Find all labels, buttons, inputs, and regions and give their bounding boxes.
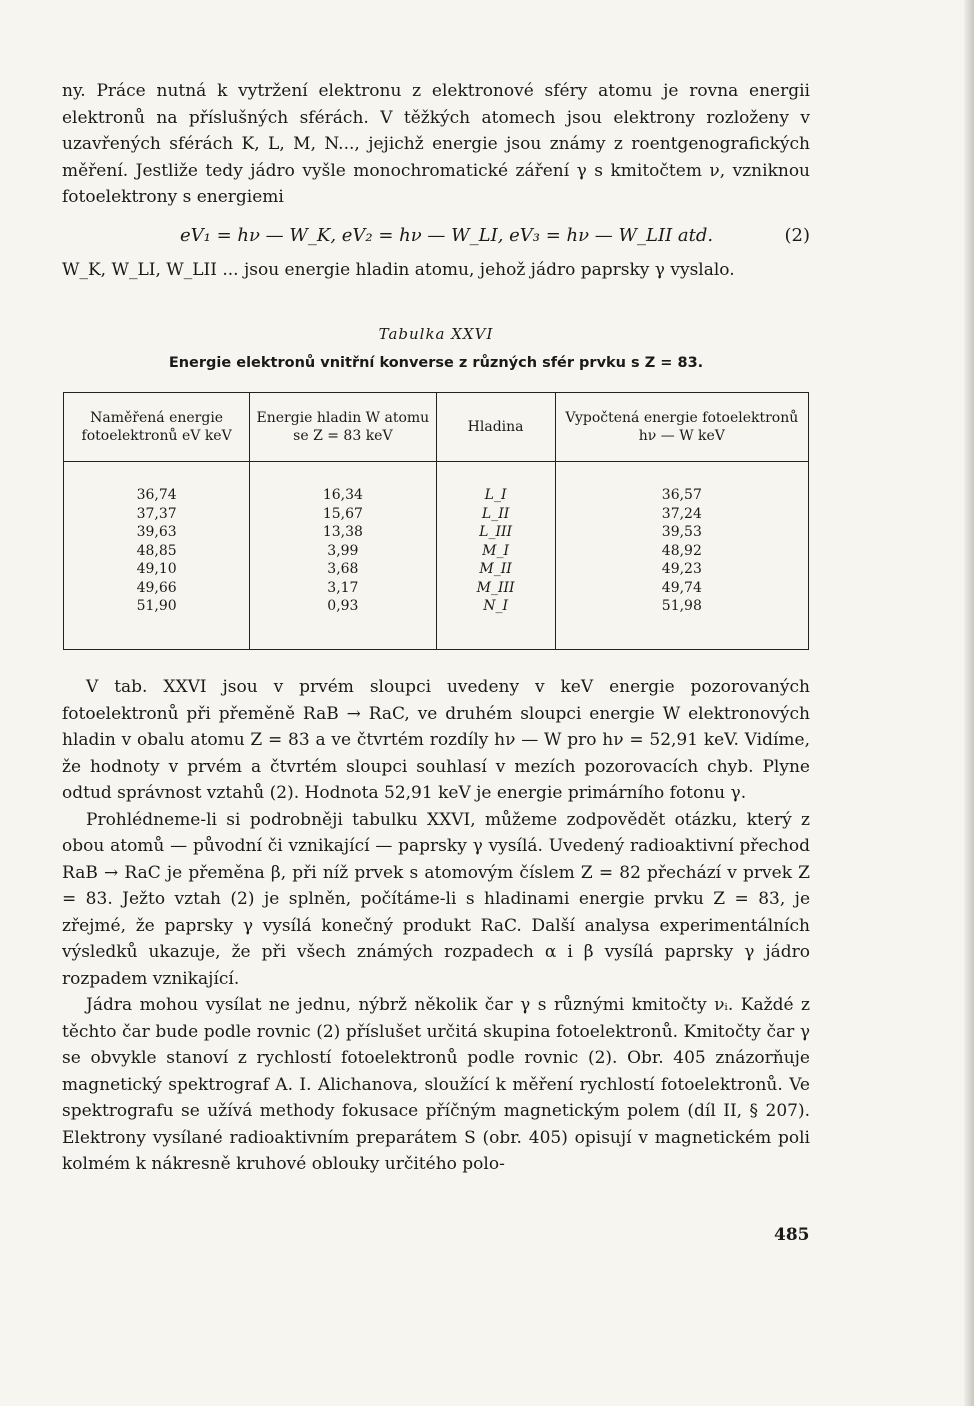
table-cell-computed-energy: 48,92 — [661, 542, 702, 559]
table-cell-measured-energy: 49,10 — [136, 561, 177, 577]
table-cell-level-energy: 0,93 — [327, 598, 359, 614]
body-paragraph-3: Jádra mohou vysílat ne jednu, nýbrž několik čar γ s různými kmitočty νᵢ. Každé z těchto čar bude podle rovnic (2) příslušet určitá skupina fotoelektronů. Kmitočty čar γ se obvykle stanoví z rychlostí fotoelektronů podle rovnic (2). Obr. 405 znázorňuje magnetický spektrograf A. I. Alichanova, sloužící k měření rychlostí fotoelektronů. Ve spektrografu se užívá methody fokusace příčným magnetickým polem (díl II, § 207). Elektrony vysílané radioaktivním preparátem S (obr. 405) opisují v magnetickém poli kolmém k nákresně kruhové oblouky určitého polo- — [62, 995, 810, 1174]
table-cell-computed-energy: 37,24 — [661, 505, 702, 522]
equation: eV₁ = hν — W_K, eV₂ = hν — W_LI, eV₃ = hν — W_LII atd. — [180, 224, 714, 246]
levels-paragraph: W_K, W_LI, W_LII ... jsou energie hladin atomu, jehož jádro paprsky γ vyslalo. — [62, 259, 735, 280]
column-measured-energy — [64, 462, 250, 650]
equation-number: (2) — [784, 224, 810, 246]
column-level — [436, 462, 555, 650]
table-caption: Tabulka XXVI — [378, 325, 494, 343]
table-cell-level: M_II — [479, 561, 512, 577]
table-cell-level: L_I — [484, 487, 507, 503]
table-title: Energie elektronů vnitřní konverse z různých sfér prvku s Z = 83. — [168, 354, 704, 371]
table-cell-measured-energy: 36,74 — [136, 487, 177, 503]
table-cell-level-energy: 13,38 — [322, 524, 363, 540]
table-cell-level: N_I — [483, 598, 508, 614]
table-cell-level: M_III — [476, 579, 515, 596]
intro-paragraph: ny. Práce nutná k vytržení elektronu z elektronové sféry atomu je rovna energii elektronů na příslušných sférách. V těžkých atomech jsou elektrony rozloženy v uzavřených sférách K, L, M, N..., jejichž energie jsou známy z roentgenografických měření. Jestliže tedy jádro vyšle monochromatické záření γ s kmitočtem ν, vzniknou fotoelektrony s energiemi — [62, 81, 810, 207]
table-cell-level-energy: 3,68 — [327, 561, 359, 577]
table-body-row — [64, 462, 809, 650]
table-cell-level: L_II — [481, 505, 510, 522]
column-level-energy — [250, 462, 436, 650]
equation-row — [62, 217, 810, 257]
header-level: Hladina — [436, 393, 555, 462]
page-content — [62, 78, 810, 1178]
table-cell-level-energy: 3,17 — [327, 579, 359, 596]
table-cell-measured-energy: 48,85 — [136, 542, 177, 559]
table-cell-computed-energy: 49,23 — [661, 561, 702, 577]
page-number: 485 — [774, 1225, 810, 1245]
table-cell-level-energy: 16,34 — [322, 487, 363, 503]
table-cell-level: M_I — [482, 542, 510, 559]
table-cell-computed-energy: 36,57 — [661, 487, 702, 503]
table-cell-computed-energy: 51,98 — [661, 598, 702, 614]
table-cell-level-energy: 3,99 — [327, 542, 359, 559]
table-cell-measured-energy: 49,66 — [136, 579, 177, 596]
table-cell-level-energy: 15,67 — [322, 505, 363, 522]
header-measured-energy: Naměřená energie fotoelektronů eV keV — [64, 393, 250, 462]
body-paragraph-2: Prohlédneme-li si podrobněji tabulku XXVI, můžeme zodpovědět otázku, který z obou atomů — původní či vznikající — paprsky γ vysílá. Uvedený radioaktivní přechod RaB → RaC je přeměna β, při níž prvek s atomovým číslem Z = 82 přechází v prvek Z = 83. Ježto vztah (2) je splněn, počítáme-li s hladinami energie prvku Z = 83, je zřejmé, že paprsky γ vysílá konečný produkt RaC. Další analysa experimentálních výsledků ukazuje, že při všech známých rozpadech α i β vysílá paprsky γ jádro rozpadem vznikající. — [62, 809, 810, 989]
table-cell-measured-energy: 51,90 — [136, 598, 177, 614]
table-cell-measured-energy: 39,63 — [136, 524, 177, 540]
page-edge-shadow — [964, 0, 974, 1406]
energy-table — [63, 392, 809, 650]
table-cell-measured-energy: 37,37 — [136, 505, 177, 522]
table-cell-level: L_III — [479, 524, 513, 540]
body-paragraph-1: V tab. XXVI jsou v prvém sloupci uvedeny v keV energie pozorovaných fotoelektronů při přeměně RaB → RaC, ve druhém sloupci energie W elektronových hladin v obalu atomu Z = 83 a ve čtvrtém rozdíly hν — W pro hν = 52,91 keV. Vidíme, že hodnoty v prvém a čtvrtém sloupci souhlasí v mezích pozorovacích chyb. Plyne odtud správnost vztahů (2). Hodnota 52,91 keV je energie primárního fotonu γ. — [62, 677, 810, 803]
header-computed-energy: Vypočtená energie fotoelektronů hν — W keV — [555, 393, 808, 462]
table-cell-computed-energy: 39,53 — [661, 524, 702, 540]
table-cell-computed-energy: 49,74 — [661, 579, 702, 596]
column-computed-energy — [555, 462, 808, 650]
table-header-row — [64, 393, 809, 462]
header-level-energy: Energie hladin W atomu se Z = 83 keV — [250, 393, 436, 462]
